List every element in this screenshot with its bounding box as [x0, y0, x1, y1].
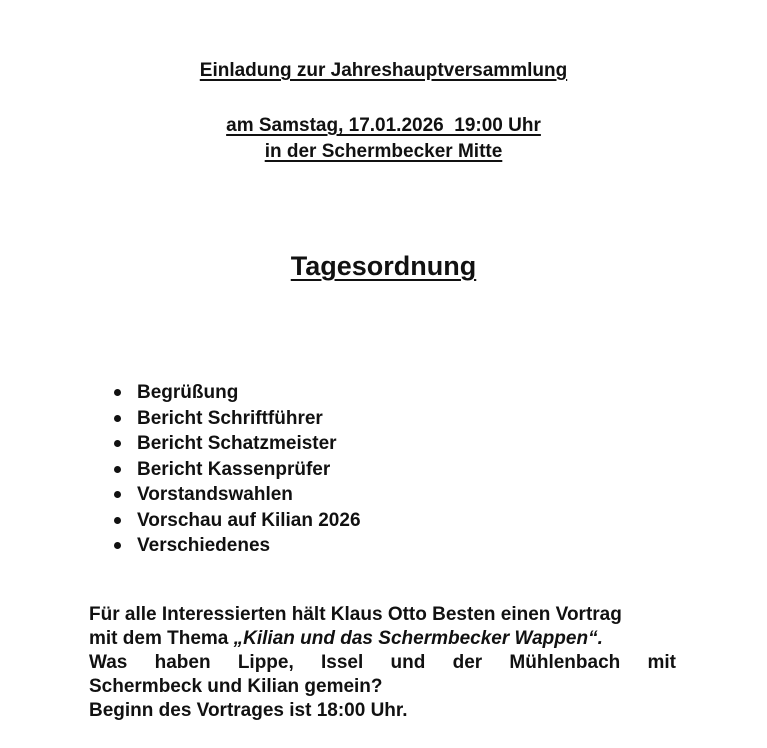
invitation-title-text: Einladung zur Jahreshauptversammlung: [199, 60, 568, 81]
agenda-item: [110, 533, 361, 559]
bullet-icon: [114, 415, 121, 422]
meeting-place-text: in der Schermbecker Mitte: [264, 141, 503, 162]
meeting-date-text: am Samstag, 17.01.2026 19:00 Uhr: [226, 115, 541, 136]
lecture-question-line-2: Schermbeck und Kilian gemein?: [89, 676, 383, 697]
agenda-item: [110, 406, 361, 432]
agenda-item: [110, 380, 361, 406]
agenda-list: [110, 380, 361, 559]
agenda-item-label: Bericht Kassenprüfer: [137, 458, 331, 480]
lecture-start-time: Beginn des Vortrages ist 18:00 Uhr.: [89, 700, 408, 721]
meeting-place-line: [0, 141, 767, 163]
agenda-item-label: Vorstandswahlen: [137, 484, 293, 505]
lecture-topic-title: „Kilian und das Schermbecker Wappen“.: [233, 628, 603, 649]
bullet-icon: [114, 389, 121, 396]
agenda-item: [110, 431, 361, 457]
agenda-item: [110, 508, 361, 534]
lecture-intro-line: Für alle Interessierten hält Klaus Otto Besten einen Vortrag: [89, 604, 622, 625]
agenda-item: [110, 482, 361, 508]
agenda-heading: [0, 250, 767, 282]
bullet-icon: [114, 466, 121, 473]
agenda-item-label: Begrüßung: [137, 382, 239, 403]
bullet-icon: [114, 542, 121, 549]
lecture-topic-line: [89, 627, 676, 651]
invitation-title: [0, 60, 767, 82]
meeting-date-line: [0, 115, 767, 137]
agenda-item-label: Bericht Schriftführer: [137, 407, 323, 429]
agenda-item-label: Verschiedenes: [137, 535, 271, 556]
agenda-item: [110, 457, 361, 483]
agenda-heading-text: Tagesordnung: [290, 251, 477, 281]
agenda-item-label: Vorschau auf Kilian 2026: [137, 509, 361, 531]
bullet-icon: [114, 440, 121, 447]
lecture-topic-prefix: mit dem Thema: [89, 628, 234, 649]
bullet-icon: [114, 517, 121, 524]
agenda-item-label: Bericht Schatzmeister: [137, 433, 337, 454]
bullet-icon: [114, 491, 121, 498]
lecture-question-line: Was haben Lippe, Issel und der Mühlenbach mit: [89, 652, 676, 673]
